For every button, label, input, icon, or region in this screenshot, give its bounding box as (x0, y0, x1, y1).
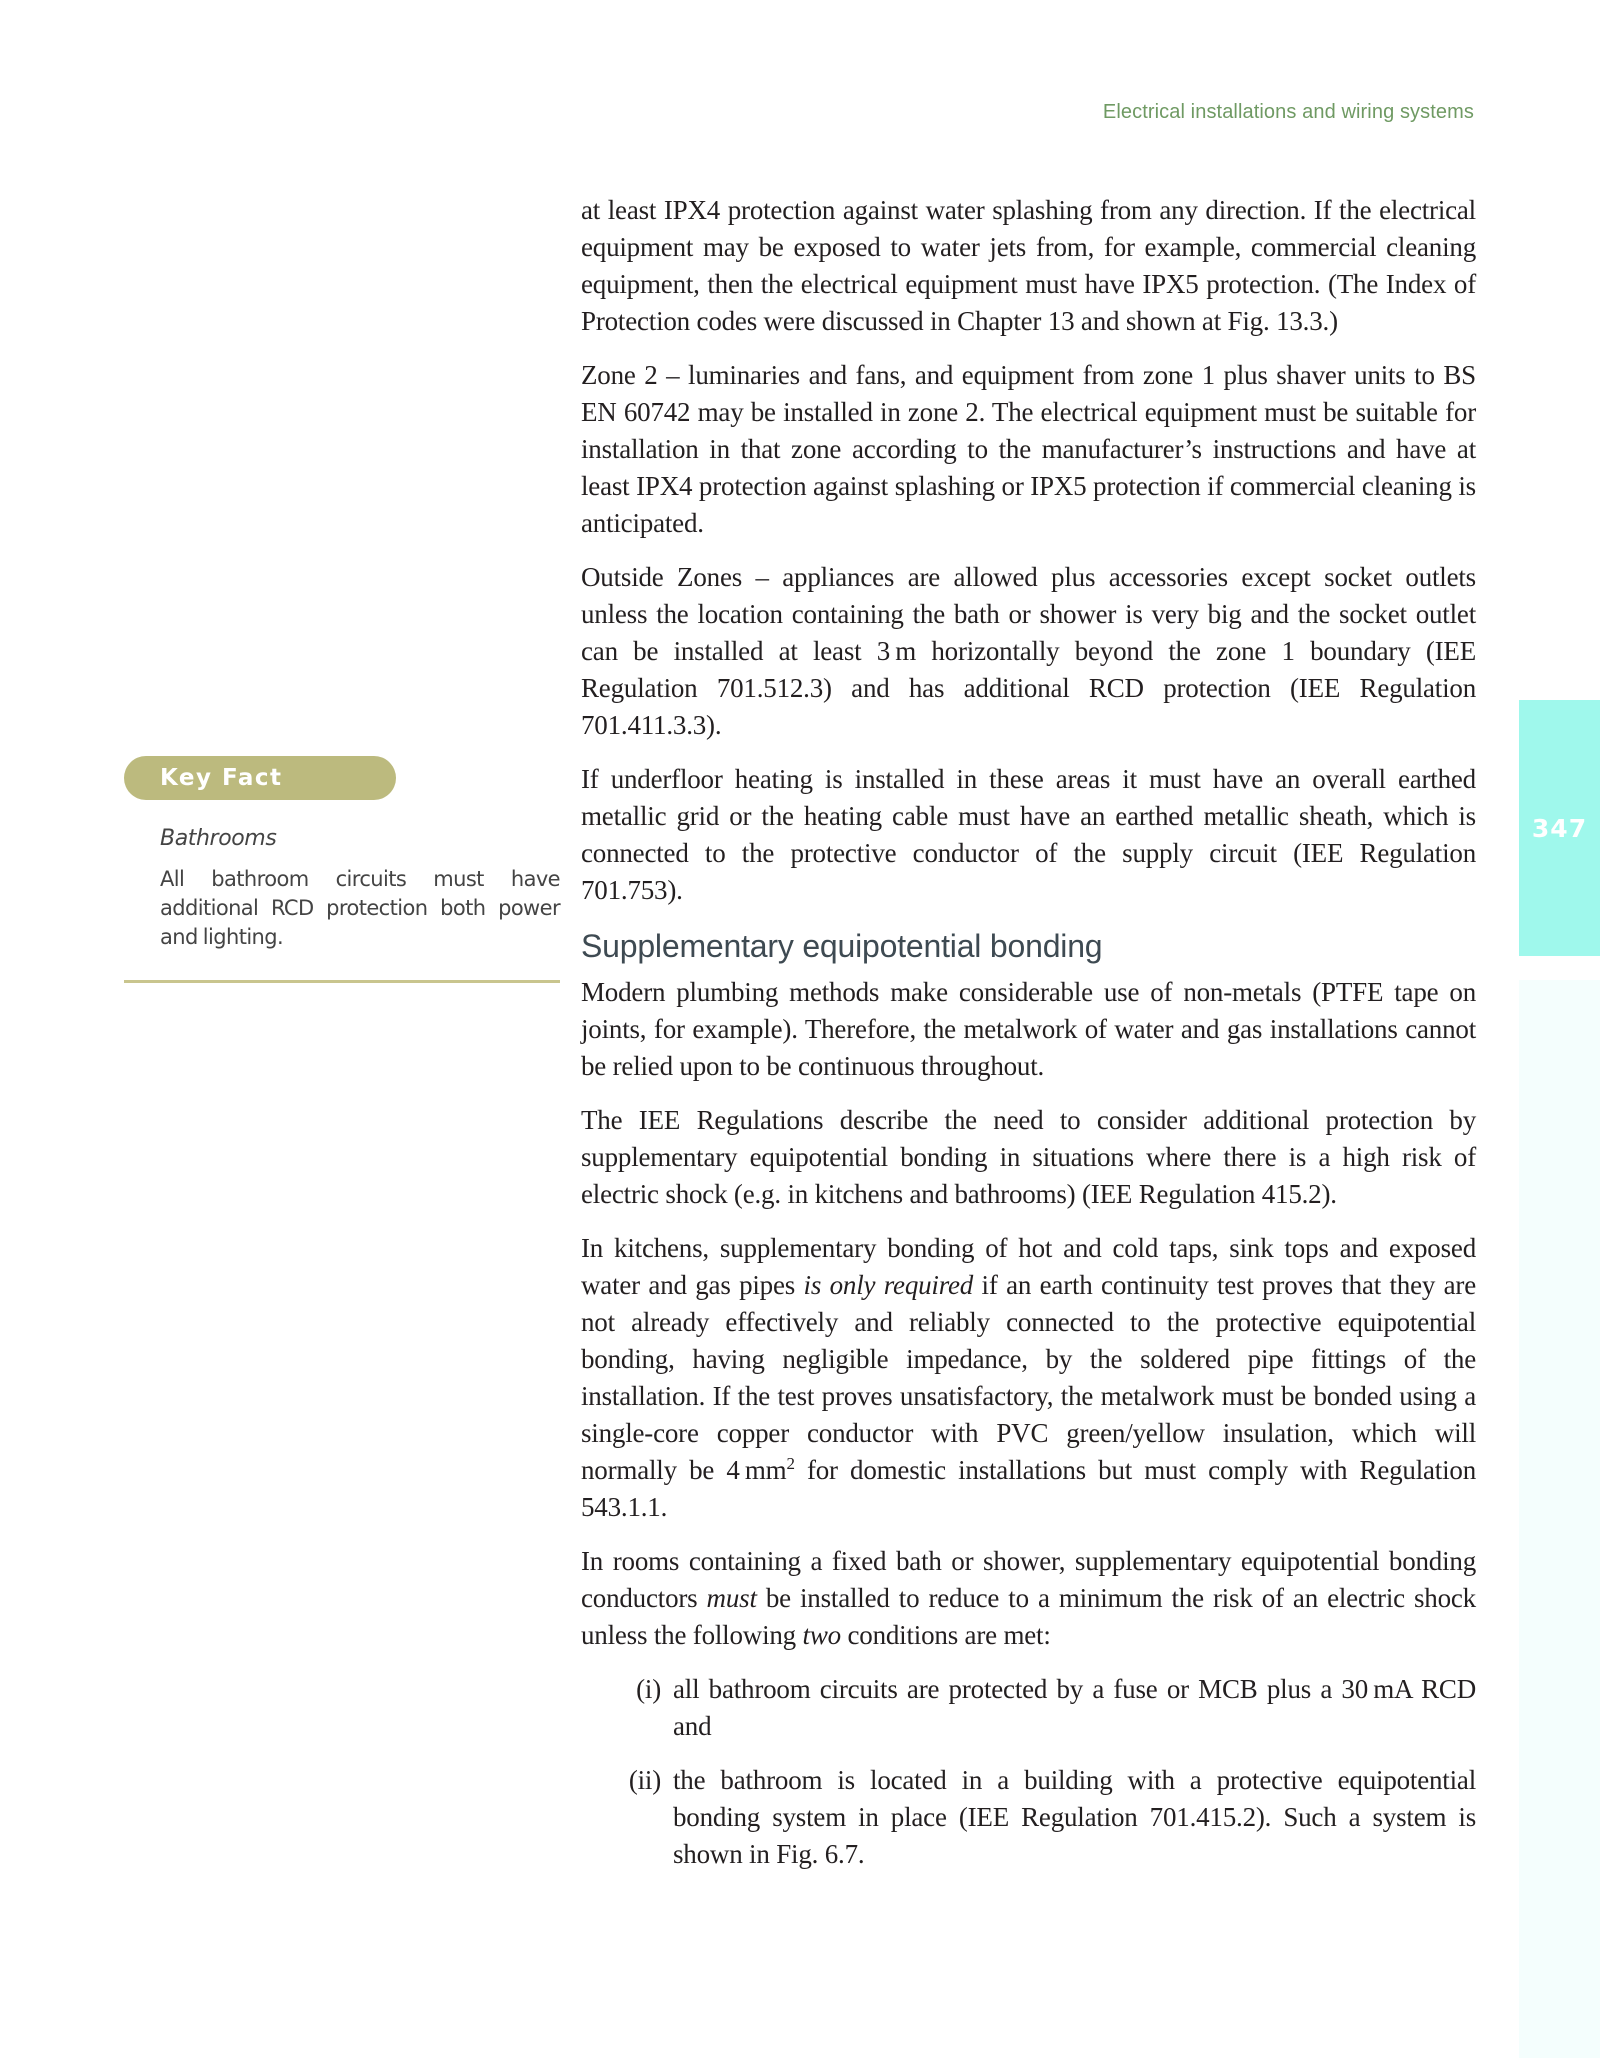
paragraph: The IEE Regulations describe the need to consider additional protection by supplementary equipotential bonding in situations where there is a high risk of electric shock (e.g. in kitchens and bathrooms) (IEE Regulation 415.2). (581, 1105, 1476, 1209)
key-fact-divider (124, 980, 560, 983)
running-head: Electrical installations and wiring systems (1102, 101, 1474, 123)
list-number: (ii) (628, 1765, 661, 1795)
paragraph: Modern plumbing methods make considerable use of non-metals (PTFE tape on joints, for example). Therefore, the metalwork of water and gas installations cannot be relied upon to be continuous throughout. (581, 977, 1476, 1081)
emphasis: two (802, 1620, 841, 1650)
paragraph: If underfloor heating is installed in these areas it must have an overall earthed metallic grid or the heating cable must have an earthed metallic sheath, which is connected to the protective conductor of the supply circuit (IEE Regulation 701.753). (581, 764, 1476, 905)
key-fact-box (124, 756, 560, 983)
text-run: conditions are met: (840, 1620, 1051, 1650)
key-fact-title: Bathrooms (160, 826, 277, 851)
paragraph (581, 1230, 1476, 1526)
list-item (581, 1671, 1476, 1745)
list-text: all bathroom circuits are protected by a fuse or MCB plus a 30 mA RCD and (673, 1674, 1476, 1741)
section-heading: Supplementary equipotential bonding (581, 928, 1103, 964)
list-number: (i) (636, 1674, 661, 1704)
text-run: In kitchens, supplementary bonding of hot and cold taps, sink tops and exposed water and gas pipes (581, 1233, 1476, 1300)
list-text: the bathroom is located in a building with a protective equipotential bonding system in place (IEE Regulation 701.415.2). Such a system is shown in Fig. 6.7. (673, 1765, 1476, 1869)
superscript: 2 (786, 1454, 795, 1473)
key-fact-label: Key Fact (124, 756, 396, 800)
emphasis: is only required (803, 1270, 974, 1300)
paragraph: Outside Zones – appliances are allowed plus accessories except socket outlets unless the location containing the bath or shower is very big and the socket outlet can be installed at least 3 m horizontally beyond the zone 1 boundary (IEE Regulation 701.512.3) and has additional RCD protection (IEE Regulation 701.411.3.3). (581, 562, 1476, 740)
text-run: In rooms containing a fixed bath or shower, supplementary equipotential bonding conductors (581, 1546, 1476, 1613)
key-fact-text: All bathroom circuits must have additional RCD protection both power and lighting. (160, 867, 560, 949)
list-item (581, 1762, 1476, 1873)
text-run: be installed to reduce to a minimum the risk of an electric shock unless the following (581, 1583, 1476, 1650)
page-edge-strip (1519, 980, 1600, 2058)
main-text (581, 192, 1476, 1890)
page-number: 347 (1531, 814, 1588, 843)
emphasis: must (706, 1583, 757, 1613)
text-run: if an earth continuity test proves that they are not already effectively and reliably connected to the protective equipotential bonding, having negligible impedance, by the soldered pipe fittings of the installation. If the test proves unsatisfactory, the metalwork must be bonded using a single-core copper conductor with PVC green/yellow insulation, which will normally be 4 mm (581, 1270, 1476, 1485)
paragraph: Zone 2 – luminaries and fans, and equipment from zone 1 plus shaver units to BS EN 60742 may be installed in zone 2. The electrical equipment must be suitable for installation in that zone according to the manufacturer’s instructions and have at least IPX4 protection against splashing or IPX5 protection if commercial cleaning is anticipated. (581, 360, 1476, 538)
conditions-list (581, 1671, 1476, 1873)
text-run: for domestic installations but must comply with Regulation 543.1.1. (581, 1455, 1476, 1522)
paragraph (581, 1543, 1476, 1654)
paragraph: at least IPX4 protection against water splashing from any direction. If the electrical equipment may be exposed to water jets from, for example, commercial cleaning equipment, then the electrical equipment must have IPX5 protection. (The Index of Protection codes were discussed in Chapter 13 and shown at Fig. 13.3.) (581, 195, 1476, 336)
